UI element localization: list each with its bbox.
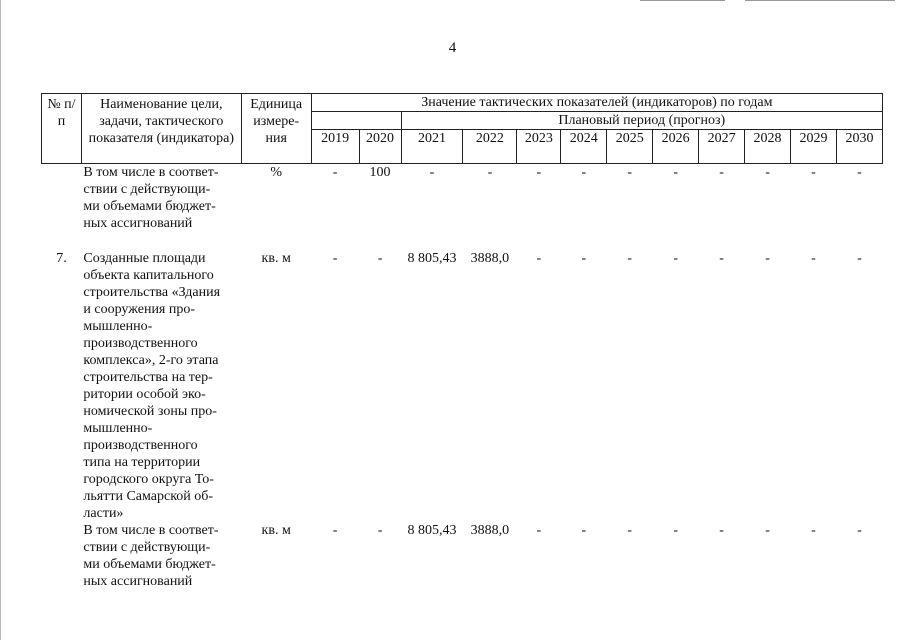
row-num [42, 522, 82, 590]
table-row [42, 522, 883, 590]
row-name: Созданные площади объекта капитального строительства «Здания и сооружения про- мышленно- производственного комплекса», 2-го этапа строительства на тер- ритории особой эко- номической зоны про- мышленно- производственного типа на территории городского округа То- льятти Самарской об- ласти» [83, 251, 221, 521]
row-value: - [811, 251, 816, 266]
row-value: - [561, 164, 607, 233]
row-value: - [332, 523, 338, 538]
row-value: - [745, 164, 791, 233]
header-year: 2020 [359, 130, 401, 164]
row-value: 8 805,43 [407, 251, 457, 266]
scan-top-line-1 [640, 0, 725, 1]
row-name: В том числе в соответ- ствии с действующи- ми объемами бюджет- ных ассигнований [83, 523, 219, 589]
row-value: - [673, 251, 678, 266]
header-unit: Единица измере-ния [241, 94, 311, 164]
header-values-group: Значение тактических показателей (индикаторов) по годам [311, 94, 882, 112]
row-value: - [811, 523, 816, 538]
row-unit: % [241, 164, 311, 233]
row-value: 100 [359, 164, 401, 233]
row-value: - [719, 251, 724, 266]
header-year: 2029 [791, 130, 837, 164]
row-name: В том числе в соответ- ствии с действующи- ми объемами бюджет- ных ассигнований [81, 164, 241, 233]
row-value: - [857, 251, 862, 266]
row-value: - [332, 251, 338, 266]
header-year: 2019 [311, 130, 359, 164]
row-value: - [536, 251, 542, 266]
row-value: - [627, 523, 633, 538]
row-value: 3888,0 [470, 523, 510, 538]
row-unit: кв. м [261, 251, 291, 266]
scan-left-edge [0, 0, 1, 640]
table-row [42, 164, 883, 233]
row-value: - [836, 164, 882, 233]
row-value: - [719, 523, 724, 538]
row-value: - [791, 164, 837, 233]
header-name: Наименование цели, задачи, тактического показателя (индикатора) [81, 94, 241, 164]
row-unit: кв. м [261, 523, 291, 538]
row-value: - [699, 164, 745, 233]
row-value: - [765, 251, 770, 266]
row-value: - [627, 251, 633, 266]
indicators-table [41, 93, 883, 590]
row-value: - [536, 523, 542, 538]
row-num: 7. [56, 251, 67, 266]
row-value: - [653, 164, 699, 233]
row-value: - [765, 523, 770, 538]
row-value: - [401, 164, 463, 233]
row-spacer [42, 232, 883, 250]
scan-top-line-2 [745, 0, 895, 1]
header-year: 2024 [561, 130, 607, 164]
header-blank-cell [311, 112, 401, 130]
page-number: 4 [448, 40, 457, 56]
row-value: 3888,0 [470, 251, 510, 266]
row-value: - [377, 251, 383, 266]
row-value: - [517, 164, 561, 233]
header-year: 2028 [745, 130, 791, 164]
row-value: - [857, 523, 862, 538]
header-year: 2026 [653, 130, 699, 164]
header-year: 2021 [401, 130, 463, 164]
row-value: - [311, 164, 359, 233]
row-value: - [581, 523, 587, 538]
row-value: 8 805,43 [407, 523, 457, 538]
table-header [42, 94, 883, 164]
header-year: 2022 [463, 130, 517, 164]
row-value: - [673, 523, 678, 538]
header-year: 2030 [836, 130, 882, 164]
header-plan-period: Плановый период (прогноз) [401, 112, 882, 130]
header-year: 2027 [699, 130, 745, 164]
row-value: - [607, 164, 653, 233]
row-num [42, 164, 82, 233]
row-value: - [463, 164, 517, 233]
table-row [42, 250, 883, 522]
row-value: - [581, 251, 587, 266]
row-value: - [377, 523, 383, 538]
header-year: 2023 [517, 130, 561, 164]
header-num: № п/п [42, 94, 82, 164]
header-year: 2025 [607, 130, 653, 164]
